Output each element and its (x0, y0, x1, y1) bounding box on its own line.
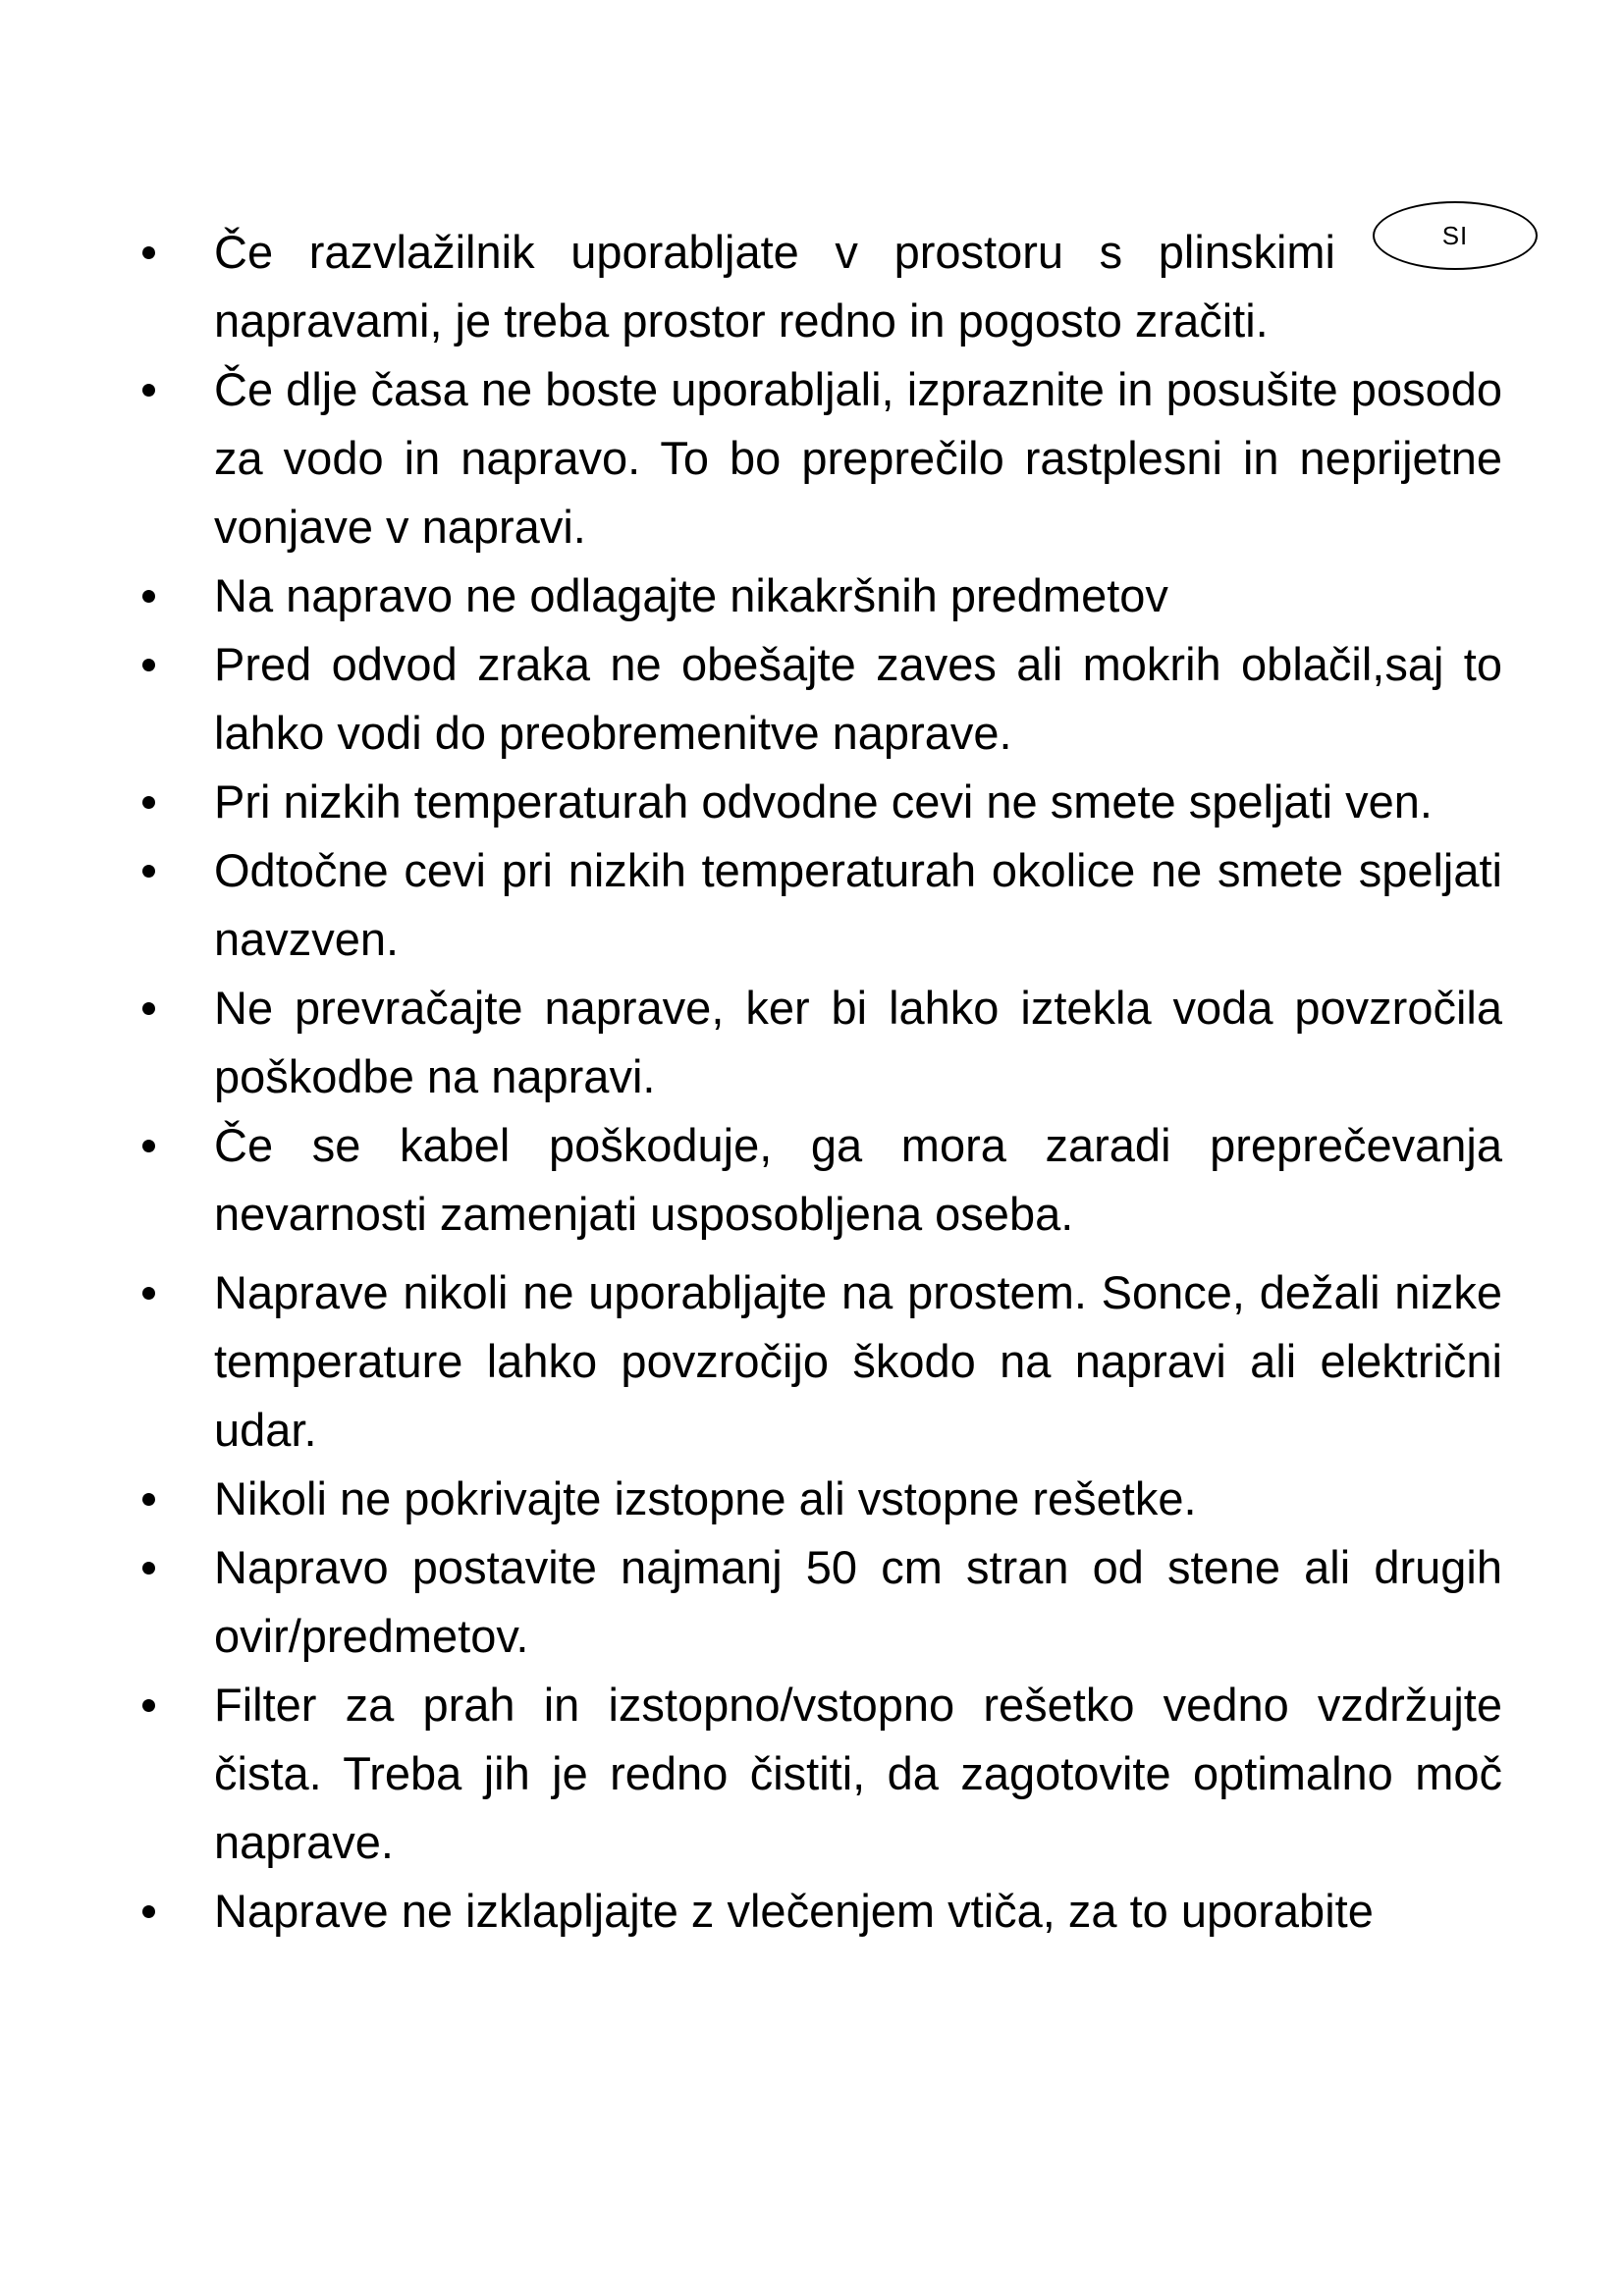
list-item (137, 630, 1502, 768)
list-item-text: Če dlje časa ne boste uporabljali, izpraznite in posušite posodo za vodo in napravo. To bo preprečilo rastplesni in neprijetne vonjave v napravi. (214, 363, 1502, 553)
list-item-text: Če se kabel poškoduje, ga mora zaradi preprečevanja nevarnosti zamenjati usposobljena oseba. (214, 1119, 1502, 1240)
bullet-icon (142, 590, 155, 603)
list-item-text: Filter za prah in izstopno/vstopno rešetko vedno vzdržujte čista. Treba jih je redno čistiti, da zagotovite optimalno moč naprave. (214, 1679, 1502, 1868)
list-item (137, 355, 1502, 561)
bullet-icon (142, 1562, 155, 1575)
list-item (137, 1877, 1502, 1946)
list-item (137, 768, 1502, 836)
bullet-icon (142, 1905, 155, 1918)
list-item (137, 1671, 1502, 1877)
bullet-icon (142, 1493, 155, 1506)
list-item-text: Naprave nikoli ne uporabljajte na prostem. Sonce, dežali nizke temperature lahko povzročijo škodo na napravi ali električni udar. (214, 1266, 1502, 1456)
list-item (137, 1465, 1502, 1533)
bullet-icon (142, 796, 155, 809)
list-item-text: Ne prevračajte naprave, ker bi lahko iztekla voda povzročila poškodbe na napravi. (214, 982, 1502, 1102)
bullet-icon (142, 384, 155, 397)
list-item-text: Pred odvod zraka ne obešajte zaves ali mokrih oblačil,saj to lahko vodi do preobremenitve naprave. (214, 638, 1502, 759)
list-item-text: Če razvlažilnik uporabljate v prostoru s plinskimi napravami, je treba prostor redno in pogosto zračiti. (214, 226, 1335, 347)
list-item-text: Nikoli ne pokrivajte izstopne ali vstopne rešetke. (214, 1472, 1197, 1524)
list-item-text: Odtočne cevi pri nizkih temperaturah okolice ne smete speljati navzven. (214, 844, 1502, 965)
bullet-icon (142, 1699, 155, 1712)
language-badge: SI (1373, 201, 1538, 270)
bullet-icon (142, 1287, 155, 1300)
list-item (137, 218, 1502, 355)
list-item (137, 974, 1502, 1111)
list-item-text: Napravo postavite najmanj 50 cm stran od stene ali drugih ovir/predmetov. (214, 1541, 1502, 1662)
list-item (137, 561, 1502, 630)
list-item (137, 1111, 1502, 1249)
bullet-icon (142, 1140, 155, 1152)
safety-instructions-list (137, 218, 1502, 1946)
bullet-icon (142, 246, 155, 259)
bullet-icon (142, 659, 155, 671)
list-item-text: Pri nizkih temperaturah odvodne cevi ne smete speljati ven. (214, 775, 1433, 828)
bullet-icon (142, 1002, 155, 1015)
list-item (137, 1533, 1502, 1671)
list-item-text: Naprave ne izklapljajte z vlečenjem vtiča, za to uporabite (214, 1885, 1374, 1937)
bullet-icon (142, 865, 155, 878)
list-item (137, 1258, 1502, 1465)
list-item-text: Na napravo ne odlagajte nikakršnih predmetov (214, 569, 1168, 621)
list-item (137, 836, 1502, 974)
